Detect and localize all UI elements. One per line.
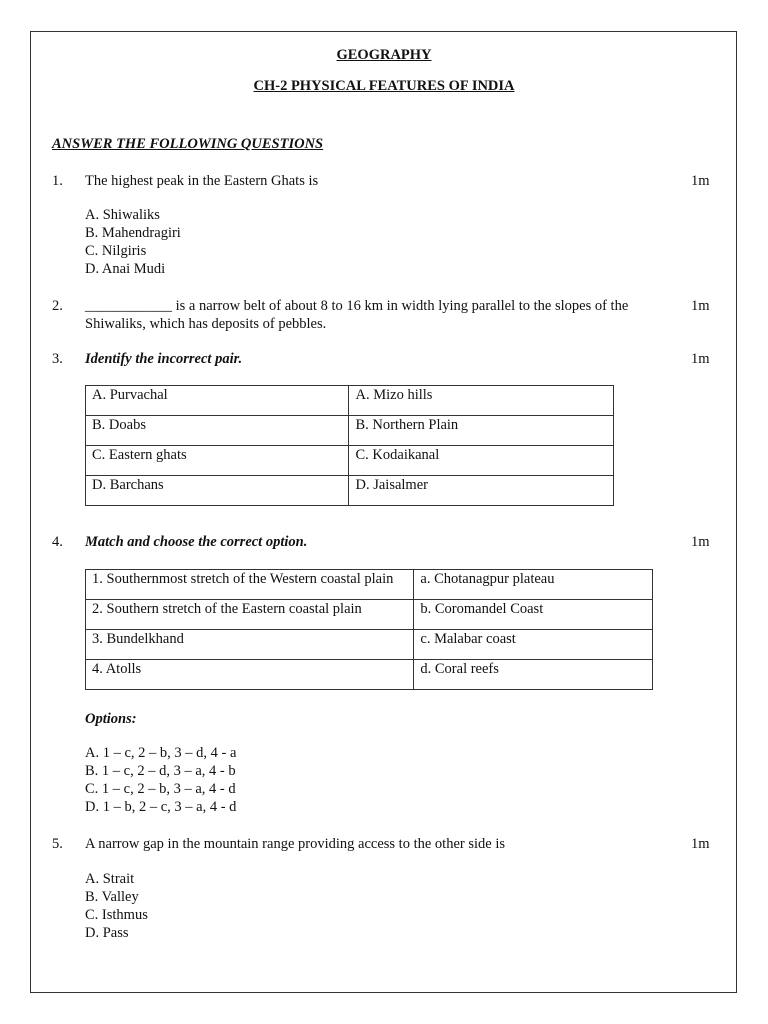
q2-line1: ____________ is a narrow belt of about 8 to 16 km in width lying parallel to the slopes of the (85, 298, 629, 314)
table-cell: B. Doabs (86, 416, 349, 446)
table-cell: 1. Southernmost stretch of the Western coastal plain (86, 570, 414, 600)
q2-number: 2. (52, 298, 63, 314)
q5-option: B. Valley (85, 889, 139, 905)
table-row (86, 600, 653, 630)
table-cell: b. Coromandel Coast (414, 600, 653, 630)
q4-text: Match and choose the correct option. (85, 534, 308, 550)
table-row (86, 630, 653, 660)
table-row (86, 660, 653, 690)
table-cell: A. Purvachal (86, 386, 349, 416)
q1-number: 1. (52, 173, 63, 189)
q3-pairs-table (85, 385, 614, 506)
q5-option: A. Strait (85, 871, 135, 887)
q4-match-table (85, 569, 653, 690)
q4-options (85, 744, 236, 816)
q4-option: D. 1 – b, 2 – c, 3 – a, 4 - d (85, 799, 237, 815)
q3-text: Identify the incorrect pair. (85, 351, 243, 367)
q1-text: The highest peak in the Eastern Ghats is (85, 173, 319, 189)
table-cell: D. Jaisalmer (349, 476, 614, 506)
table-cell: 3. Bundelkhand (86, 630, 414, 660)
table-row (86, 570, 653, 600)
table-cell: d. Coral reefs (414, 660, 653, 690)
q5-text: A narrow gap in the mountain range providing access to the other side is (85, 836, 505, 852)
table-row (86, 476, 614, 506)
q2-line2: Shiwaliks, which has deposits of pebbles. (85, 316, 327, 332)
q5-number: 5. (52, 836, 63, 852)
q1-options (85, 206, 181, 278)
table-row (86, 446, 614, 476)
table-cell: C. Kodaikanal (349, 446, 614, 476)
q1-option: B. Mahendragiri (85, 225, 181, 241)
q1-option: A. Shiwaliks (85, 207, 160, 223)
table-row (86, 386, 614, 416)
q1-option: D. Anai Mudi (85, 261, 166, 277)
table-cell: B. Northern Plain (349, 416, 614, 446)
table-cell: c. Malabar coast (414, 630, 653, 660)
q4-options-label: Options: (85, 711, 137, 727)
table-cell: A. Mizo hills (349, 386, 614, 416)
q3-number: 3. (52, 351, 63, 367)
q4-option: B. 1 – c, 2 – d, 3 – a, 4 - b (85, 763, 236, 779)
table-cell: D. Barchans (86, 476, 349, 506)
table-row (86, 416, 614, 446)
q4-option: A. 1 – c, 2 – b, 3 – d, 4 - a (85, 745, 237, 761)
q4-marks: 1m (691, 534, 710, 550)
q1-option: C. Nilgiris (85, 243, 147, 259)
subject-title: GEOGRAPHY (336, 47, 432, 63)
section-heading: ANSWER THE FOLLOWING QUESTIONS (52, 136, 324, 152)
q5-options (85, 870, 148, 942)
q4-number: 4. (52, 534, 63, 550)
table-cell: 2. Southern stretch of the Eastern coastal plain (86, 600, 414, 630)
q5-option: D. Pass (85, 925, 129, 941)
q3-marks: 1m (691, 351, 710, 367)
table-cell: 4. Atolls (86, 660, 414, 690)
q2-marks: 1m (691, 298, 710, 314)
q5-marks: 1m (691, 836, 710, 852)
table-cell: C. Eastern ghats (86, 446, 349, 476)
q4-option: C. 1 – c, 2 – b, 3 – a, 4 - d (85, 781, 236, 797)
table-cell: a. Chotanagpur plateau (414, 570, 653, 600)
q5-option: C. Isthmus (85, 907, 148, 923)
q1-marks: 1m (691, 173, 710, 189)
chapter-title: CH-2 PHYSICAL FEATURES OF INDIA (253, 78, 515, 94)
